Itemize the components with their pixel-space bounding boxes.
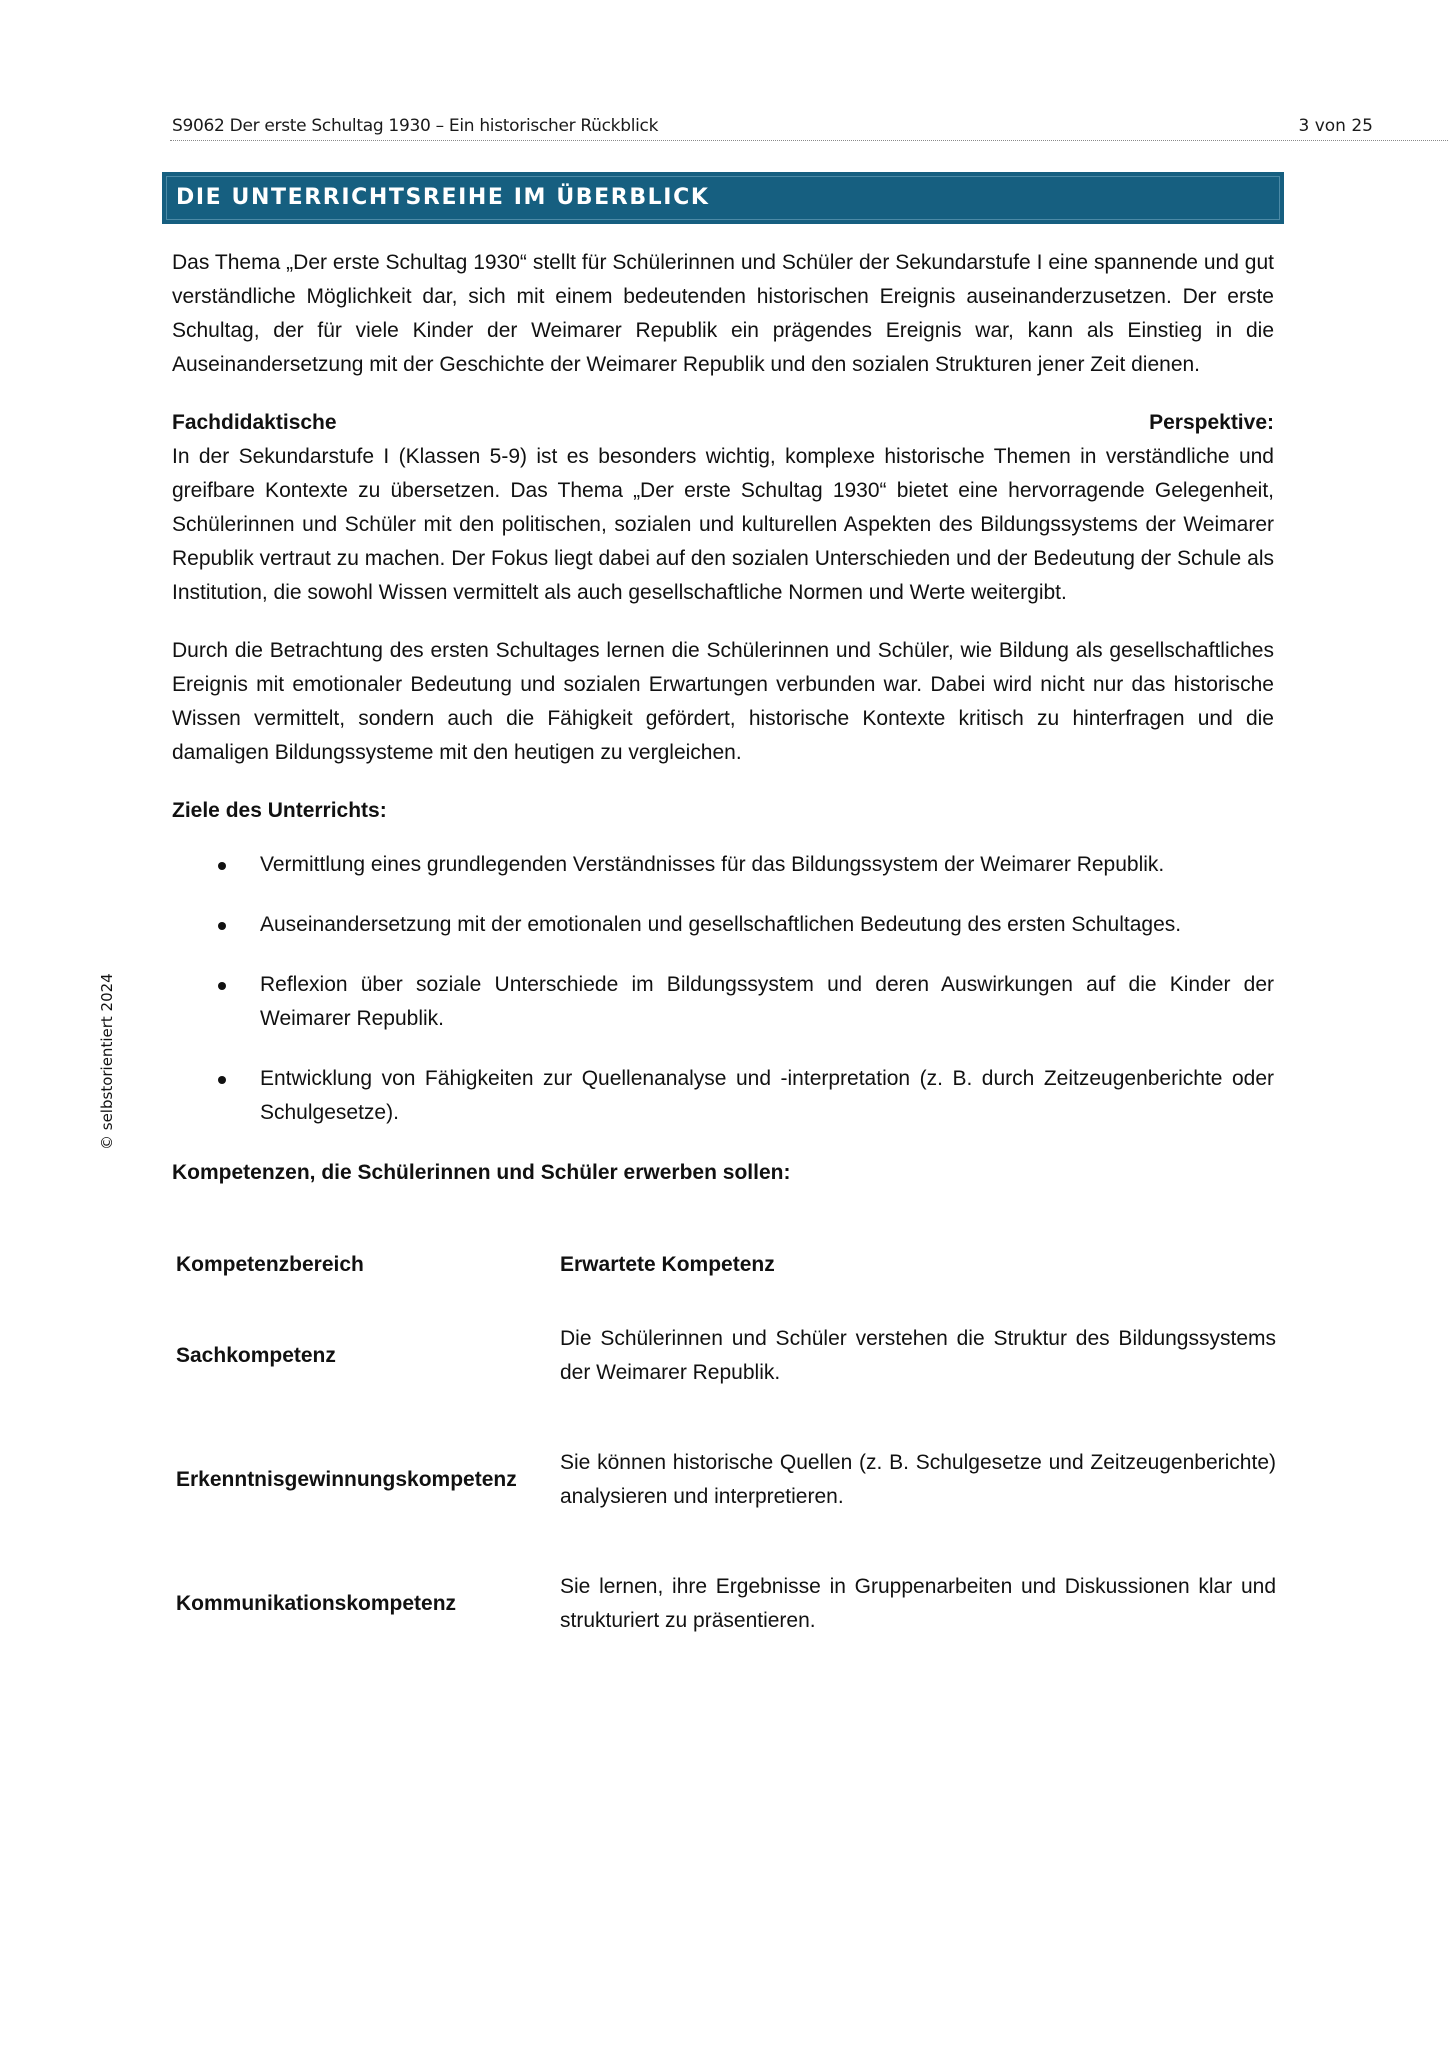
copyright-note: © selbstorientiert 2024 bbox=[98, 973, 116, 1150]
fachdidaktik-heading-right: Perspektive: bbox=[1149, 411, 1274, 434]
column-header: Erwartete Kompetenz bbox=[560, 1253, 775, 1276]
kompetenzen-table bbox=[176, 1236, 1276, 1666]
kompetenz-text: Die Schülerinnen und Schüler verstehen die Struktur des Bildungssystems der Weimarer Republik. bbox=[560, 1327, 1276, 1384]
kompetenz-area: Kommunikationskompetenz bbox=[176, 1592, 457, 1615]
document-title: S9062 Der erste Schultag 1930 – Ein historischer Rückblick bbox=[172, 116, 659, 136]
kompetenz-area: Sachkompetenz bbox=[176, 1344, 336, 1367]
kompetenz-text: Sie lernen, ihre Ergebnisse in Gruppenarbeiten und Diskussionen klar und strukturiert zu präsentieren. bbox=[560, 1575, 1276, 1632]
kompetenzen-heading: Kompetenzen, die Schülerinnen und Schüler erwerben sollen: bbox=[172, 1161, 791, 1184]
table-row bbox=[176, 1542, 1276, 1666]
list-item: Entwicklung von Fähigkeiten zur Quellenanalyse und -interpretation (z. B. durch Zeitzeugenberichte oder Schulgesetze). bbox=[172, 1062, 1274, 1130]
table-row bbox=[176, 1294, 1276, 1418]
kompetenz-area: Erkenntnisgewinnungskompetenz bbox=[176, 1468, 517, 1491]
table-header-row bbox=[176, 1236, 1276, 1294]
bullet-icon bbox=[218, 922, 226, 930]
betrachtung-paragraph: Durch die Betrachtung des ersten Schultages lernen die Schülerinnen und Schüler, wie Bildung als gesellschaftliches Ereignis mit emotionaler Bedeutung und sozialen Erwartungen verbunden war. Dabei wird nicht nur das historische Wissen vermittelt, sondern auch die Fähigkeit gefördert, historische Kontexte kritisch zu hinterfragen und die damaligen Bildungssysteme mit den heutigen zu vergleichen. bbox=[172, 639, 1274, 764]
table-row bbox=[176, 1418, 1276, 1542]
ziele-list bbox=[172, 848, 1274, 1130]
intro-paragraph: Das Thema „Der erste Schultag 1930“ stellt für Schülerinnen und Schüler der Sekundarstufe I eine spannende und gut verständliche Möglichkeit dar, sich mit einem bedeutenden historischen Ereignis auseinanderzusetzen. Der erste Schultag, der für viele Kinder der Weimarer Republik ein prägendes Ereignis war, kann als Einstieg in die Auseinandersetzung mit der Geschichte der Weimarer Republik und den sozialen Strukturen jener Zeit dienen. bbox=[172, 251, 1274, 376]
list-item: Auseinandersetzung mit der emotionalen und gesellschaftlichen Bedeutung des ersten Schultages. bbox=[172, 908, 1274, 942]
fachdidaktik-heading bbox=[172, 406, 1274, 440]
kompetenz-text: Sie können historische Quellen (z. B. Schulgesetze und Zeitzeugenberichte) analysieren und interpretieren. bbox=[560, 1451, 1276, 1508]
column-header: Kompetenzbereich bbox=[176, 1253, 364, 1276]
section-banner bbox=[162, 172, 1284, 224]
bullet-icon bbox=[218, 982, 226, 990]
bullet-icon bbox=[218, 1076, 226, 1084]
list-item: Vermittlung eines grundlegenden Verständnisses für das Bildungssystem der Weimarer Republik. bbox=[172, 848, 1274, 882]
page-number: 3 von 25 bbox=[1298, 116, 1373, 136]
bullet-icon bbox=[218, 862, 226, 870]
page-content bbox=[172, 246, 1274, 1666]
ziele-heading: Ziele des Unterrichts: bbox=[172, 799, 387, 822]
section-title: DIE UNTERRICHTSREIHE IM ÜBERBLICK bbox=[176, 185, 710, 210]
fachdidaktik-heading-left: Fachdidaktische bbox=[172, 411, 337, 434]
fachdidaktik-paragraph: In der Sekundarstufe I (Klassen 5-9) ist es besonders wichtig, komplexe historische Themen in verständliche und greifbare Kontexte zu übersetzen. Das Thema „Der erste Schultag 1930“ bietet eine hervorragende Gelegenheit, Schülerinnen und Schüler mit den politischen, sozialen und kulturellen Aspekten des Bildungssystems der Weimarer Republik vertraut zu machen. Der Fokus liegt dabei auf den sozialen Unterschieden und der Bedeutung der Schule als Institution, die sowohl Wissen vermittelt als auch gesellschaftliche Normen und Werte weitergibt. bbox=[172, 445, 1274, 604]
list-item: Reflexion über soziale Unterschiede im Bildungssystem und deren Auswirkungen auf die Kinder der Weimarer Republik. bbox=[172, 968, 1274, 1036]
page-header bbox=[170, 114, 1448, 141]
